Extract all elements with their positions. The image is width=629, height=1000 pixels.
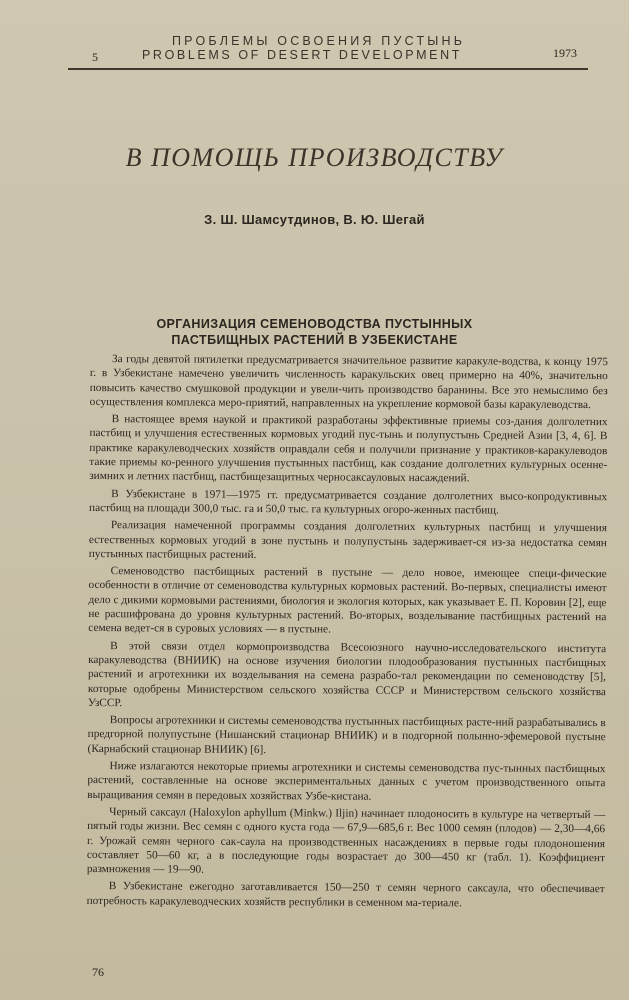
issue-year: 1973 — [553, 46, 577, 60]
paragraph: В Узбекистане ежегодно заготавливается 150—250 т семян черного саксаула, что обеспечивает потребность каракулеводческих хозяйств республики в семенном ма-териале. — [86, 880, 605, 909]
section-title: В ПОМОЩЬ ПРОИЗВОДСТВУ — [125, 143, 504, 172]
paragraph: Черный саксаул (Haloxylon aphyllum (Minkw.) Iljin) начинает плодоносить в культуре на четвертый — пятый годы жизни. Вес семян с одного куста года — 67,9—685,6 г. Вес 1000 семян (плодов) — 2,30—4,66 г. Урожай семян черного сак-саула на производственных насаждениях в первые годы плодоношения составляет 50—60 кг, а в последующие годы возрастает до 300—450 кг (табл. 1). Коэффициент размножения — 19—90. — [86, 806, 606, 876]
header-rule — [68, 68, 588, 70]
paragraph: Ниже излагаются некоторые приемы агротехники и системы семеноводства пус-тынных пастбищных растений, составленные на основе экспериментальных данных с учетом производственного опыта выращивания семян в передовых хозяйствах Узбе-кистана. — [87, 760, 606, 803]
paragraph: За годы девятой пятилетки предусматривается значительное развитие каракуле-водства, к концу 1975 г. в Узбекистане намечено увеличить численность каракульских овец примерно на 40%, значительно повысить качество смушковой продукции и увели-чить производство баранины. Все это немыслимо без осуществления комплекса меро-приятий, направленных на укрепление кормовой базы каракулеводства. — [89, 353, 608, 411]
page-number: 76 — [92, 965, 104, 979]
article-title-line-2: ПАСТБИЩНЫХ РАСТЕНИЙ В УЗБЕКИСТАНЕ — [171, 333, 458, 347]
journal-title-ru: ПРОБЛЕМЫ ОСВОЕНИЯ ПУСТЫНЬ — [172, 34, 466, 48]
paragraph: В Узбекистане в 1971—1975 гг. предусматривается создание долголетних высо-копродуктивных пастбищ на площади 300,0 тыс. га и 50,0 тыс. га культурных огоро-женных пастбищ. — [89, 487, 608, 517]
article-title-line-1: ОРГАНИЗАЦИЯ СЕМЕНОВОДСТВА ПУСТЫННЫХ — [156, 317, 473, 331]
paragraph: Реализация намеченной программы создания долголетних культурных пастбищ и улучшения естественных кормовых угодий в зоне пустынь и полупустынь задерживает-ся из-за недостатка семян пустынных пастбищных растений. — [88, 519, 607, 561]
issue-number: 5 — [92, 50, 98, 64]
paragraph: В этой связи отдел кормопроизводства Всесоюзного научно-исследовательского института каракулеводства (ВНИИК) на основе изучения биологии плодообразования пустынных пастбищных растений и агротехники их возделывания на семена разрабо-тал рекомендации по семеноводству [5], которые одобрены Министерством сельского хозяйства СССР и Министерством сельского хозяйства УзССР. — [87, 639, 607, 710]
journal-title-en: PROBLEMS OF DESERT DEVELOPMENT — [142, 48, 462, 62]
authors: З. Ш. Шамсутдинов, В. Ю. Шегай — [204, 212, 425, 227]
paragraph: В настоящее время наукой и практикой разработаны эффективные приемы соз-дания долголетних пастбищ и улучшения естественных кормовых угодий пус-тынь и полупустынь Средней Азии [3, 4, 6]. В практике каракулеводческих хозяйств оправдали себя и получили признание у практиков-каракулеводов такие приемы ко-ренного улучшения пустынных пастбищ, как создание долголетних культурных осенне-зимних и летних пастбищ, пастбищезащитных черносаксауловых насаждений. — [89, 413, 608, 485]
article-body — [87, 352, 608, 914]
paragraph: Семеноводство пастбищных растений в пустыне — дело новое, имеющее специ-фические особенности в отличие от семеноводства культурных кормовых растений. Во-первых, специалисты имеют дело с дикими кормовыми растениями, биология и экология которых, как указывает Е. П. Коровин [2], еще не расшифрована до уровня культурных растений. Во-вторых, возделывание пастбищных растений на семена ведет-ся в суровых условиях — в пустыне. — [88, 565, 607, 636]
article-title — [0, 316, 629, 348]
paragraph: Вопросы агротехники и системы семеноводства пустынных пастбищных расте-ний разрабатывались в предгорной полупустыне (Нишанский стационар ВНИИК) и в подгорной полынно-эфемеровой пустыне (Карнабский стационар ВНИИК) [6]. — [87, 714, 606, 756]
